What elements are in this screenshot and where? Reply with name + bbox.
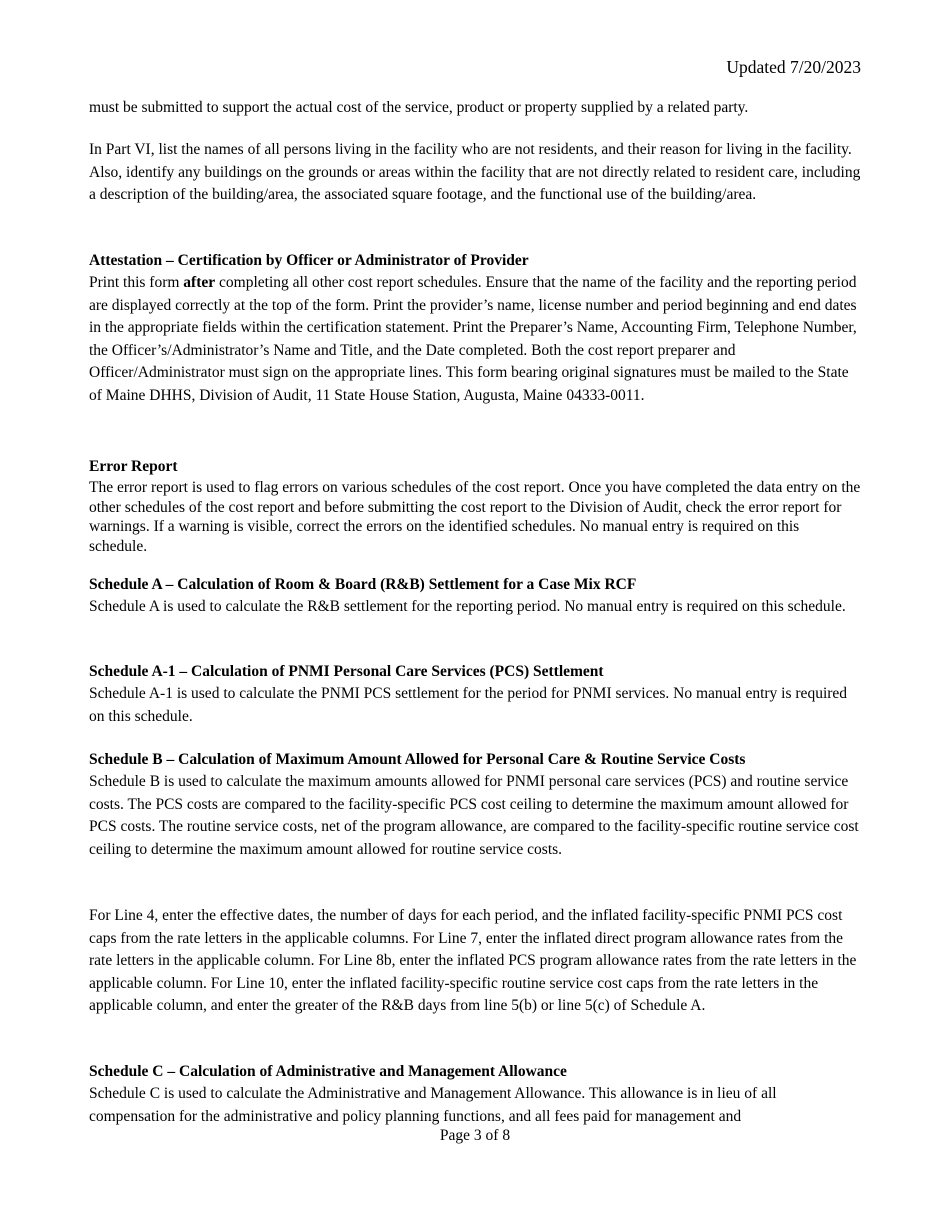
schedule-b-text: Schedule B is used to calculate the maximum amounts allowed for PNMI personal care services (PCS) and routine service costs. The PCS costs are compared to the facility-specific PCS cost ceiling to determine the maximum amount allowed for PCS costs. The routine service costs, net of the program allowance, are compared to the facility-specific routine service cost ceiling to determine the maximum amount allowed for routine service costs. [89, 773, 859, 858]
schedule-b-heading: Schedule B – Calculation of Maximum Amount Allowed for Personal Care & Routine Service Costs [89, 751, 746, 768]
attestation-heading: Attestation – Certification by Officer or Administrator of Provider [89, 252, 529, 269]
schedule-b-lines-section [89, 905, 861, 1018]
attestation-text [89, 272, 861, 407]
schedule-b-section [89, 749, 861, 861]
attestation-text-pre: Print this form [89, 274, 184, 291]
schedule-b-lines-text: For Line 4, enter the effective dates, the number of days for each period, and the inflated facility-specific PNMI PCS cost caps from the rate letters in the applicable columns. For Line 7, enter the inflated direct program allowance rates from the rate letters in the applicable column. For Line 8b, enter the inflated PCS program allowance rates from the rate letters in the applicable column. For Line 10, enter the inflated facility-specific routine service cost caps from the rate letters in the applicable column, and enter the greater of the R&B days from line 5(b) or line 5(c) of Schedule A. [89, 907, 857, 1014]
related-party-text: must be submitted to support the actual cost of the service, product or property supplied by a related party. [89, 99, 749, 116]
schedule-a-section [89, 574, 861, 619]
attestation-text-post: completing all other cost report schedules. Ensure that the name of the facility and the reporting period are displayed correctly at the top of the form. Print the provider’s name, license number and period beginning and end dates in the appropriate fields within the certification statement. Print the Preparer’s Name, Accounting Firm, Telephone Number, the Officer’s/Administrator’s Name and Title, and the Date completed. Both the cost report preparer and Officer/Administrator must sign on the appropriate lines. This form bearing original signatures must be mailed to the State of Maine DHHS, Division of Audit, 11 State House Station, Augusta, Maine 04333-0011. [89, 274, 857, 404]
schedule-a1-heading: Schedule A-1 – Calculation of PNMI Personal Care Services (PCS) Settlement [89, 663, 604, 680]
related-party-continuation [89, 97, 861, 120]
document-page [89, 0, 861, 1230]
schedule-c-section [89, 1061, 861, 1128]
error-report-heading: Error Report [89, 458, 178, 475]
page-number: Page 3 of 8 [439, 1127, 511, 1144]
schedule-a1-text: Schedule A-1 is used to calculate the PNMI PCS settlement for the period for PNMI services. No manual entry is required on this schedule. [89, 685, 848, 725]
schedule-a-text: Schedule A is used to calculate the R&B settlement for the reporting period. No manual entry is required on this schedule. [89, 598, 846, 615]
attestation-section [89, 250, 861, 407]
error-report-text: The error report is used to flag errors on various schedules of the cost report. Once you have completed the data entry on the other schedules of the cost report and before submitting the cost report to the Division of Audit, check the error report for warnings. If a warning is visible, correct the errors on the identified schedules. No manual entry is required on this schedule. [89, 479, 861, 556]
schedule-a-heading: Schedule A – Calculation of Room & Board (R&B) Settlement for a Case Mix RCF [89, 576, 637, 593]
schedule-c-text: Schedule C is used to calculate the Administrative and Management Allowance. This allowance is in lieu of all compensation for the administrative and policy planning functions, and all fees paid for management and [89, 1085, 777, 1125]
updated-date: Updated 7/20/2023 [726, 57, 861, 77]
part-vi-text: In Part VI, list the names of all persons living in the facility who are not residents, and their reason for living in the facility. Also, identify any buildings on the grounds or areas within the facility that are not directly related to resident care, including a description of the building/area, the associated square footage, and the functional use of the building/area. [89, 141, 861, 203]
schedule-c-heading: Schedule C – Calculation of Administrative and Management Allowance [89, 1063, 567, 1080]
attestation-text-bold: after [183, 274, 216, 291]
error-report-section [89, 456, 861, 557]
schedule-a1-section [89, 661, 861, 728]
part-vi-section [89, 139, 861, 207]
